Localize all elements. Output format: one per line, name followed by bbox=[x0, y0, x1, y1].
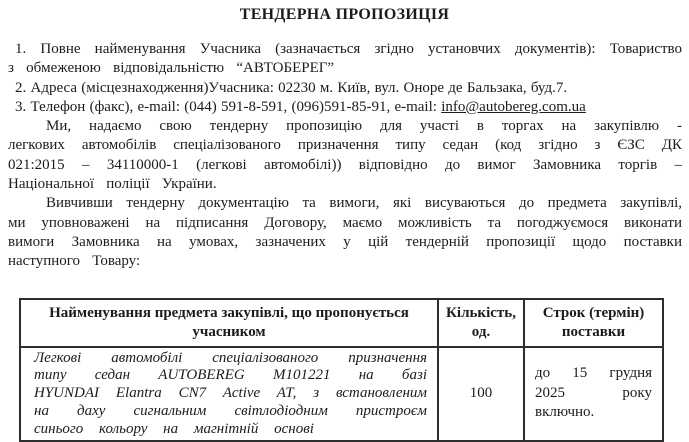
participant-name-line: 1. Повне найменування Учасника (зазначається згідно установчих документів): Товариство з обмеженою відповідальністю “АВТОБЕРЕГ” bbox=[8, 41, 682, 77]
contact-line bbox=[8, 98, 682, 117]
cell-quantity: 100 bbox=[438, 347, 524, 441]
page-title: ТЕНДЕРНА ПРОПОЗИЦІЯ bbox=[239, 6, 450, 23]
address-line: 2. Адреса (місцезнаходження)Учасника: 02230 м. Київ, вул. Оноре де Бальзака, буд.7. bbox=[15, 79, 568, 96]
offer-table-header-row bbox=[20, 299, 663, 347]
contact-line-text: 3. Телефон (факс), e-mail: (044) 591-8-591, (096)591-85-91, e-mail: bbox=[15, 98, 442, 115]
column-header-quantity: Кількість, од. bbox=[438, 299, 524, 347]
column-header-term: Строк (термін) поставки bbox=[524, 299, 663, 347]
offer-table-data-row bbox=[20, 347, 663, 441]
intro-paragraph: Ми, надаємо свою тендерну пропозицію для участі в торгах на закупівлю - легкових автомобілів спеціалізованого призначення типу седан (код згідно з ЄЗС ДК 021:2015 – 34110000-1 (легкові автомобілі)) відповідно до вимог Замовника торгів – Національної поліції України. bbox=[8, 118, 682, 193]
offer-table bbox=[19, 298, 664, 442]
email-link[interactable]: info@autobereg.com.ua bbox=[441, 98, 586, 115]
commitment-paragraph: Вивчивши тендерну документацію та вимоги, які висуваються до предмета закупівлі, ми уповноважені на підписання Договору, маємо можливість та погоджуємося виконати вимоги Замовника на умовах, зазначених у цій тендерній пропозиції щодо поставки наступного Товару: bbox=[8, 195, 682, 270]
cell-item-description: Легкові автомобілі спеціалізованого призначення типу седан AUTOBEREG M101221 на базі HYUNDAI Elantra CN7 Active AT, з встановленим на даху сигнальним світлодіодним пристроєм синього кольору на магнітній основі bbox=[20, 347, 438, 441]
cell-delivery-term: до 15 грудня 2025 року включно. bbox=[524, 347, 663, 441]
column-header-item: Найменування предмета закупівлі, що пропонується учасником bbox=[20, 299, 438, 347]
document-body bbox=[8, 40, 682, 272]
